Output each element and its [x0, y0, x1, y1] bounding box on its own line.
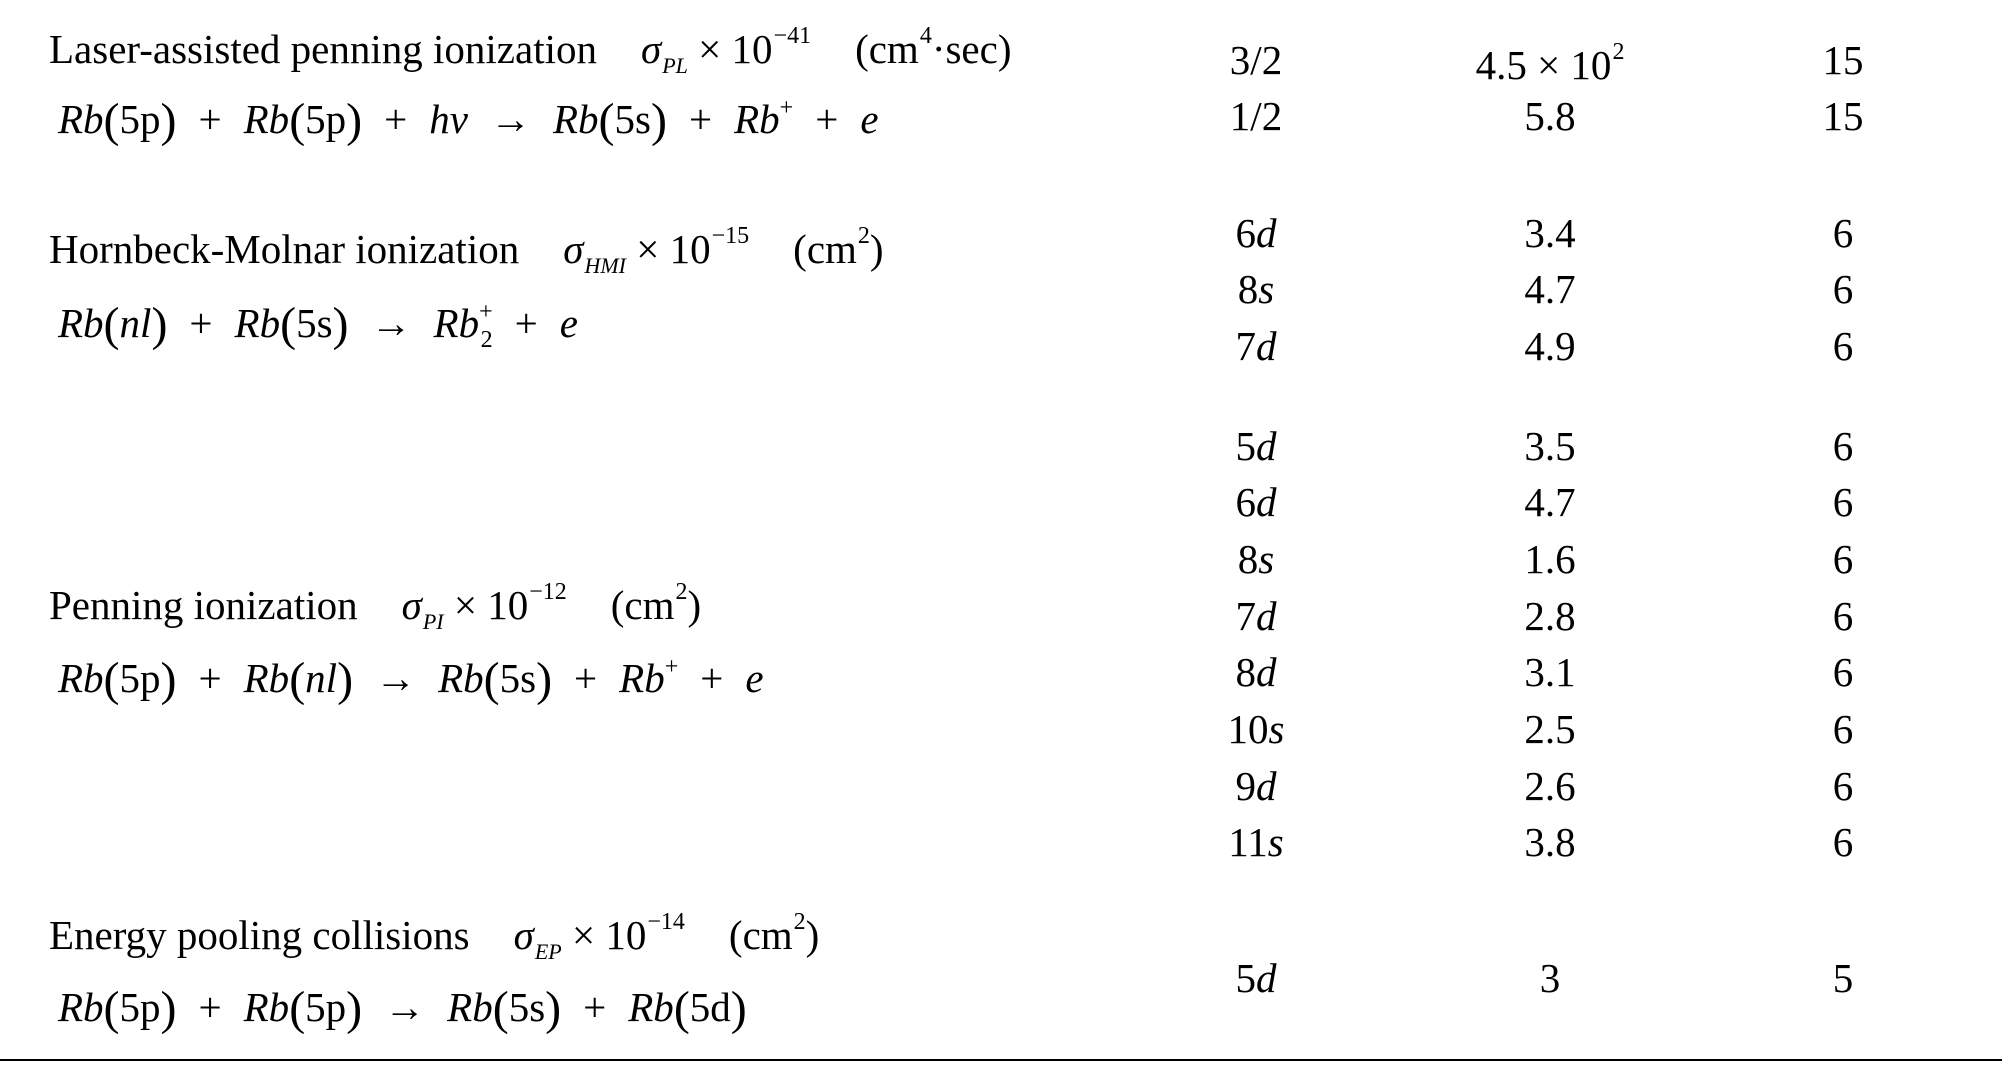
table-row-value: [1450, 323, 1650, 369]
table-row-state: [1156, 706, 1356, 752]
state-arg: 5p: [305, 96, 347, 142]
species: Rb: [447, 984, 493, 1030]
reaction-arrow: →: [489, 96, 531, 142]
state-orbital: d: [1256, 593, 1277, 639]
table-row-value: [1450, 536, 1650, 582]
table-row-value: [1450, 593, 1650, 639]
state-arg: 5s: [508, 984, 546, 1030]
units-prefix: (cm: [610, 582, 675, 628]
reference-number: 6: [1832, 323, 1854, 369]
units-prefix: (cm: [793, 226, 857, 272]
state-orbital: d: [1256, 323, 1277, 369]
species: Rb: [619, 655, 665, 701]
reaction-equation-penning: Rb(5p) + Rb(nl) → Rb(5s) + Rb+ + e: [58, 653, 764, 706]
charge-superscript: +: [779, 95, 794, 121]
section-heading-energy-pooling: [49, 910, 819, 963]
species: Rb: [58, 96, 104, 142]
section-heading-penning: [49, 580, 701, 633]
plus-sign: +: [384, 96, 408, 142]
table-row-ref: [1743, 323, 1943, 369]
species: Rb: [628, 984, 674, 1030]
dimer-subscript: 2: [480, 327, 493, 353]
reference-number: 15: [1822, 93, 1864, 139]
table-row-state: [1156, 423, 1356, 469]
state-orbital: s: [1268, 706, 1285, 752]
table-row-ref: [1743, 266, 1943, 312]
state-orbital: d: [1256, 763, 1277, 809]
units-suffix: ): [805, 912, 820, 958]
section-label: Laser-assisted penning ionization: [49, 26, 597, 72]
table-row-state: [1156, 479, 1356, 525]
plus-sign: +: [198, 655, 222, 701]
state-number: 7: [1235, 323, 1256, 369]
state-number: 5: [1235, 955, 1256, 1001]
reaction-arrow: →: [370, 300, 412, 346]
reaction-equation-energy-pooling: Rb(5p) + Rb(5p) → Rb(5s) + Rb(5d): [58, 982, 747, 1035]
species: Rb: [58, 300, 104, 346]
scale-factor: × 10: [453, 582, 529, 628]
table-row-state: [1156, 763, 1356, 809]
plus-sign: +: [198, 96, 222, 142]
cross-section-value: 3.5: [1524, 423, 1576, 469]
state-number: 9: [1235, 763, 1256, 809]
cross-section-value: 1.6: [1524, 536, 1576, 582]
state-orbital: d: [1256, 479, 1277, 525]
scale-exponent: −41: [773, 23, 812, 49]
electron-term: e: [745, 655, 764, 701]
species: Rb: [58, 984, 104, 1030]
state-orbital: d: [1256, 210, 1277, 256]
cross-section-subscript: HMI: [584, 253, 626, 278]
scale-factor: × 10: [572, 912, 647, 958]
species: Rb: [734, 96, 780, 142]
reference-number: 6: [1832, 649, 1854, 695]
reference-number: 6: [1832, 706, 1854, 752]
charge-superscript: +: [479, 299, 493, 325]
cross-section-symbol: σ: [640, 26, 662, 72]
scale-exponent: −12: [529, 579, 567, 605]
cross-section-value: 3.1: [1524, 649, 1576, 695]
state-arg: 5s: [499, 655, 537, 701]
units-suffix: ): [687, 582, 702, 628]
table-row-state: [1156, 210, 1356, 256]
reaction-arrow: →: [375, 655, 417, 701]
reference-number: 5: [1832, 955, 1854, 1001]
cross-section-value: 2.8: [1524, 593, 1576, 639]
cross-section-subscript: PL: [662, 53, 688, 78]
table-row-ref: [1743, 210, 1943, 256]
table-row-state: [1156, 536, 1356, 582]
table-row-value: [1450, 706, 1650, 752]
units-exponent: 2: [793, 909, 806, 935]
species: Rb: [243, 984, 290, 1030]
scale-exponent: −15: [711, 223, 750, 249]
state-number: 8: [1237, 536, 1259, 582]
section-label: Energy pooling collisions: [49, 912, 470, 958]
state-number: 10: [1227, 706, 1269, 752]
section-heading-hornbeck-molnar: [49, 224, 884, 277]
cross-section-value: 3.4: [1524, 210, 1576, 256]
cross-section-value: 4.7: [1524, 479, 1576, 525]
units-suffix: ): [869, 226, 884, 272]
cross-section-value: 2.5: [1524, 706, 1576, 752]
reaction-equation-hornbeck-molnar: $Rb(nl) + Rb(5s) \to Rb^+_2 + e$: [58, 298, 578, 353]
species: Rb: [243, 96, 290, 142]
table-row-ref: [1743, 706, 1943, 752]
table-row-ref: [1743, 423, 1943, 469]
value-exponent: 2: [1612, 39, 1625, 65]
cross-section-value: 4.7: [1524, 266, 1576, 312]
table-bottom-rule: [0, 1059, 2002, 1061]
species: Rb: [243, 655, 290, 701]
reaction-equation-laser-assisted: Rb(5p) + Rb(5p) + hν → Rb(5s) + Rb+ + e: [58, 94, 879, 147]
state-orbital: s: [1267, 819, 1284, 865]
table-row-value: [1450, 763, 1650, 809]
state-number: 7: [1235, 593, 1256, 639]
state-orbital: d: [1256, 423, 1277, 469]
state-number: 11: [1228, 819, 1268, 865]
table-row-ref: [1743, 593, 1943, 639]
state-arg: 5p: [305, 984, 347, 1030]
table-row-value: [1450, 266, 1650, 312]
electron-term: e: [860, 96, 879, 142]
units-exponent: 2: [675, 579, 688, 605]
species: Rb: [433, 300, 480, 346]
table-row-ref: [1743, 479, 1943, 525]
reference-number: 6: [1832, 266, 1854, 312]
plus-sign: +: [574, 655, 598, 701]
plus-sign: +: [198, 984, 222, 1030]
state-arg: 5p: [119, 984, 161, 1030]
species: Rb: [438, 655, 484, 701]
state-arg: 5d: [689, 984, 731, 1030]
table-row-value: [1450, 40, 1650, 86]
reference-number: 15: [1822, 37, 1864, 83]
table-row-state: [1156, 93, 1356, 139]
state-number: 8: [1235, 649, 1256, 695]
species: Rb: [58, 655, 104, 701]
electron-term: e: [559, 300, 578, 346]
plus-sign: +: [189, 300, 213, 346]
species: Rb: [552, 96, 599, 142]
units-exponent: 2: [857, 223, 870, 249]
units-exponent: 4: [919, 23, 932, 49]
table-row-ref: [1743, 649, 1943, 695]
cross-section-value: 2.6: [1524, 763, 1576, 809]
reaction-arrow: →: [384, 984, 426, 1030]
state-arg: 5s: [296, 300, 333, 346]
table-row-state: [1156, 955, 1356, 1001]
plus-sign: +: [700, 655, 724, 701]
cross-section-value: 4.5 × 10: [1475, 42, 1612, 88]
state-orbital: s: [1258, 536, 1275, 582]
table-row-state: [1156, 819, 1356, 865]
cross-section-symbol: σ: [563, 226, 584, 272]
table-row-state: [1156, 37, 1356, 83]
section-label: Hornbeck-Molnar ionization: [49, 226, 520, 272]
section-heading-laser-assisted: [49, 24, 1012, 77]
table-row-state: [1156, 649, 1356, 695]
reference-number: 6: [1832, 479, 1854, 525]
reference-number: 6: [1832, 423, 1854, 469]
reference-number: 6: [1832, 536, 1854, 582]
state-orbital: s: [1258, 266, 1275, 312]
species: Rb: [234, 300, 281, 346]
table-row-ref: [1743, 37, 1943, 83]
table-row-value: [1450, 479, 1650, 525]
plus-sign: +: [815, 96, 839, 142]
photon-term: hν: [429, 96, 468, 142]
plus-sign: +: [688, 96, 713, 142]
reference-number: 6: [1832, 593, 1854, 639]
table-row-ref: [1743, 763, 1943, 809]
state-orbital: d: [1256, 649, 1277, 695]
state-arg: nl: [119, 300, 152, 346]
charge-superscript: +: [664, 654, 679, 680]
units-suffix: ·sec): [931, 26, 1012, 72]
cross-section-value: 3.8: [1524, 819, 1576, 865]
table-row-state: [1156, 323, 1356, 369]
table-row-value: [1450, 649, 1650, 695]
state-number: 1/2: [1229, 93, 1283, 139]
state-arg: 5p: [119, 96, 161, 142]
table-row-ref: [1743, 93, 1943, 139]
state-number: 3/2: [1229, 37, 1283, 83]
reference-number: 6: [1832, 763, 1854, 809]
reference-number: 6: [1832, 819, 1854, 865]
cross-section-symbol: σ: [401, 582, 422, 628]
table-row-value: [1450, 819, 1650, 865]
cross-section-symbol: σ: [513, 912, 534, 958]
cross-section-value: 5.8: [1524, 93, 1576, 139]
cross-section-subscript: EP: [534, 939, 562, 964]
state-number: 6: [1235, 479, 1256, 525]
plus-sign: +: [583, 984, 607, 1030]
scale-exponent: −14: [647, 909, 685, 935]
state-number: 8: [1237, 266, 1259, 312]
state-number: 5: [1235, 423, 1256, 469]
reference-number: 6: [1832, 210, 1854, 256]
table-row-value: [1450, 93, 1650, 139]
state-number: 6: [1235, 210, 1256, 256]
units-prefix: (cm: [728, 912, 793, 958]
table-row-ref: [1743, 955, 1943, 1001]
table-row-state: [1156, 593, 1356, 639]
plus-sign: +: [514, 300, 538, 346]
table-row-value: [1450, 210, 1650, 256]
state-arg: 5s: [614, 96, 651, 142]
scale-factor: × 10: [698, 26, 773, 72]
cross-section-subscript: PI: [422, 609, 444, 634]
table-row-value: [1450, 955, 1650, 1001]
section-label: Penning ionization: [49, 582, 358, 628]
scale-factor: × 10: [636, 226, 711, 272]
table-row-ref: [1743, 819, 1943, 865]
state-arg: 5p: [119, 655, 161, 701]
table-row-state: [1156, 266, 1356, 312]
table-row-value: [1450, 423, 1650, 469]
table-row-ref: [1743, 536, 1943, 582]
state-orbital: d: [1256, 955, 1277, 1001]
cross-section-value: 3: [1539, 955, 1561, 1001]
cross-section-value: 4.9: [1524, 323, 1576, 369]
state-arg: nl: [305, 655, 338, 701]
units-prefix: (cm: [855, 26, 919, 72]
